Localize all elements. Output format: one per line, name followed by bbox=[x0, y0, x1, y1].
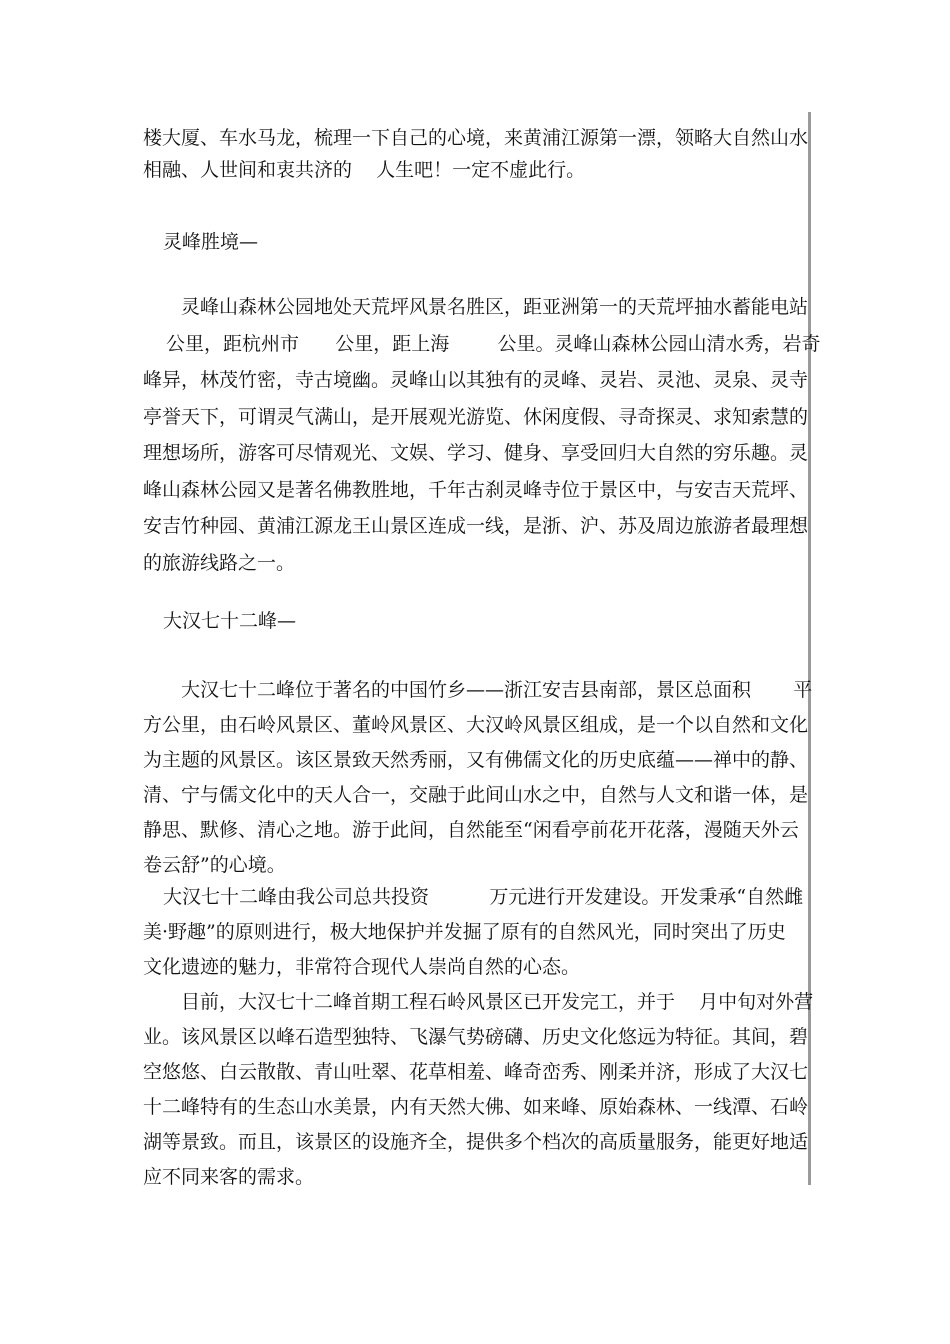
body-line: 应不同来客的需求。 bbox=[143, 1166, 315, 1188]
body-line: 空悠悠、白云散散、青山吐翠、花草相羞、峰奇峦秀、刚柔并济，形成了大汉七 bbox=[143, 1061, 809, 1083]
body-line: 方公里，由石岭风景区、董岭风景区、大汉岭风景区组成，是一个以自然和文化 bbox=[143, 714, 809, 736]
body-line: 清、宁与儒文化中的天人合一，交融于此间山水之中，自然与人文和谐一体，是 bbox=[143, 784, 809, 806]
body-line: 十二峰特有的生态山水美景，内有天然大佛、如来峰、原始森林、一线潭、石岭 bbox=[143, 1096, 809, 1118]
body-line: 安吉竹种园、黄浦江源龙王山景区连成一线，是浙、沪、苏及周边旅游者最理想 bbox=[143, 515, 809, 537]
body-line: 亭誉天下，可谓灵气满山，是开展观光游览、休闲度假、寻奇探灵、求知索慧的 bbox=[143, 406, 809, 428]
page-margin-rule bbox=[808, 112, 811, 1185]
body-line: 理想场所，游客可尽情观光、文娱、学习、健身、享受回归大自然的穷乐趣。灵 bbox=[143, 442, 809, 464]
body-line: 峰山森林公园又是著名佛教胜地，千年古刹灵峰寺位于景区中，与安吉天荒坪、 bbox=[143, 479, 809, 501]
body-line: 业。该风景区以峰石造型独特、飞瀑气势磅礴、历史文化悠远为特征。其间，碧 bbox=[143, 1026, 809, 1048]
body-line: 为主题的风景区。该区景致天然秀丽，又有佛儒文化的历史底蕴——禅中的静、 bbox=[143, 749, 809, 771]
body-line: 的旅游线路之一。 bbox=[143, 552, 296, 574]
section-heading-lingfeng: 灵峰胜境— bbox=[163, 231, 259, 253]
body-line: 湖等景致。而且，该景区的设施齐全，提供多个档次的高质量服务，能更好地适 bbox=[143, 1131, 809, 1153]
section-heading-dahan: 大汉七十二峰— bbox=[163, 610, 297, 632]
intro-line: 楼大厦、车水马龙，梳理一下自己的心境，来黄浦江源第一漂，领略大自然山水 bbox=[143, 127, 809, 149]
body-line: 大汉七十二峰位于著名的中国竹乡——浙江安吉县南部，景区总面积 平 bbox=[181, 679, 813, 701]
body-line: 卷云舒”的心境。 bbox=[143, 854, 286, 876]
body-line: 静思、默修、清心之地。游于此间，自然能至“闲看亭前花开花落，漫随天外云 bbox=[143, 819, 799, 841]
body-line: 灵峰山森林公园地处天荒坪风景名胜区，距亚洲第一的天荒坪抽水蓄能电站 bbox=[181, 296, 809, 318]
body-line: 大汉七十二峰由我公司总共投资 万元进行开发建设。开发秉承“自然雌 bbox=[163, 886, 804, 908]
body-line: 文化遗迹的魅力，非常符合现代人崇尚自然的心态。 bbox=[143, 956, 581, 978]
body-line: 目前，大汉七十二峰首期工程石岭风景区已开发完工，并于 月中旬对外营 bbox=[181, 991, 814, 1013]
body-line: 公里，距杭州市 公里，距上海 公里。灵峰山森林公园山清水秀，岩奇 bbox=[166, 333, 821, 355]
intro-line: 相融、人世间和衷共济的 人生吧！一定不虚此行。 bbox=[143, 159, 586, 181]
body-line: 峰异，林茂竹密，寺古境幽。灵峰山以其独有的灵峰、灵岩、灵池、灵泉、灵寺 bbox=[143, 369, 809, 391]
body-line: 美·野趣”的原则进行，极大地保护并发掘了原有的自然风光，同时突出了历史 bbox=[143, 921, 786, 943]
